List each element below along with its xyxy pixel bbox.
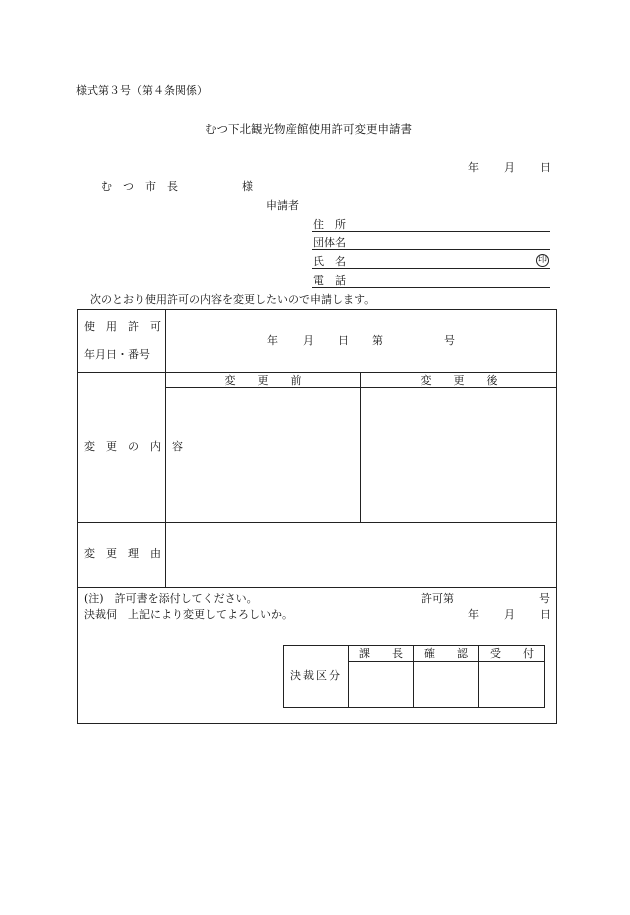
change-content-label: 変 更 の 内 容 [84,440,183,453]
approval-request-text: 決裁伺 上記により変更してよろしいか。 [84,608,293,621]
approval-month: 月 [504,608,515,621]
date-year: 年 [468,161,479,174]
approval-day: 日 [540,608,551,621]
address-label: 住 所 [313,218,346,231]
applicant-label: 申請者 [266,199,299,212]
permit-number-label: 許可第 [421,592,454,605]
section-chief-stamp-cell[interactable] [349,662,413,708]
permit-date-number-cell[interactable] [166,310,556,372]
confirmation-header: 確 認 [424,647,468,660]
approval-grid-label: 決裁区分 [290,669,342,682]
phone-label: 電 話 [313,274,346,287]
permit-day: 日 [338,334,349,347]
permit-month: 月 [303,334,314,347]
form-title: むつ下北観光物産館使用許可変更申請書 [205,122,412,136]
organization-underline [312,249,550,250]
permit-go: 号 [444,334,455,347]
permit-number-go: 号 [539,592,550,605]
before-content-cell[interactable] [166,388,360,522]
section-chief-header: 課 長 [359,647,403,660]
attachment-note: (注) 許可書を添付してください。 [84,592,258,605]
approval-year: 年 [468,608,479,621]
after-content-cell[interactable] [361,388,557,522]
date-month: 月 [504,161,515,174]
row-divider [77,372,557,373]
reception-stamp-cell[interactable] [479,662,545,708]
name-label: 氏 名 [313,255,346,268]
change-reason-label: 変 更 理 由 [84,547,161,560]
permit-label-line2: 年月日・番号 [84,348,150,361]
permit-dai: 第 [372,334,383,347]
confirmation-stamp-cell[interactable] [414,662,478,708]
organization-label: 団体名 [313,236,346,249]
reception-header: 受 付 [490,647,534,660]
intro-text: 次のとおり使用許可の内容を変更したいので申請します。 [90,293,376,306]
addressee-honorific: 様 [242,180,253,193]
seal-icon: 印 [537,255,547,265]
permit-label-line1: 使 用 許 可 [84,320,161,333]
after-header: 変 更 後 [420,374,498,387]
name-underline [312,268,550,269]
before-header: 変 更 前 [224,374,302,387]
permit-year: 年 [267,334,278,347]
change-reason-cell[interactable] [166,523,556,587]
addressee-name: む つ 市 長 [101,180,178,193]
phone-underline [312,287,550,288]
form-code: 様式第３号（第４条関係） [76,84,208,97]
address-underline [312,231,550,232]
row-divider [77,587,557,588]
date-day: 日 [540,161,551,174]
